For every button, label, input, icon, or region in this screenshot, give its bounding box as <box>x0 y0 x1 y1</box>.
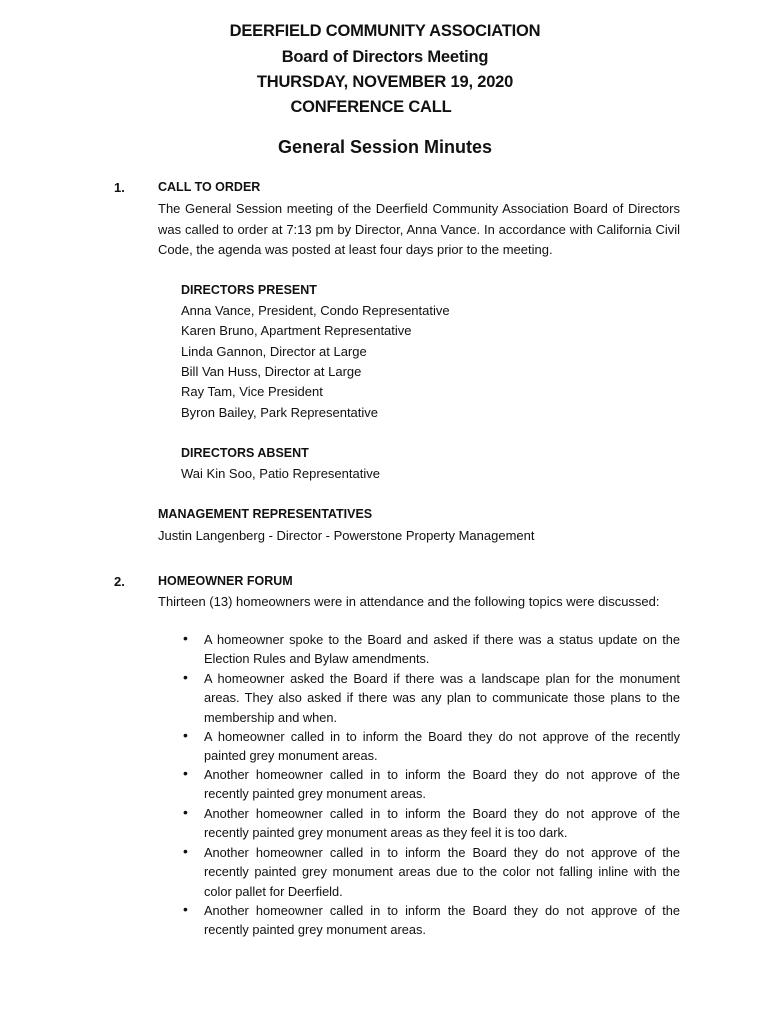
section-heading-homeowner-forum: HOMEOWNER FORUM <box>158 574 293 588</box>
management-heading: MANAGEMENT REPRESENTATIVES <box>158 507 373 521</box>
call-to-order-text: The General Session meeting of the Deerfield Community Association Board of Directors was called to order at 7:13 pm by Director, Anna Vance. In accordance with California Civil Code, the agenda was posted at least four days prior to the meeting. <box>158 201 680 257</box>
forum-item: Another homeowner called in to inform the Board they do not approve of the recently painted grey monument areas. <box>204 767 680 802</box>
document-subtitle: General Session Minutes <box>277 137 493 157</box>
section-number: 1. <box>114 180 125 195</box>
director-name: Karen Bruno, Apartment Representative <box>181 323 412 338</box>
director-name: Anna Vance, President, Condo Representative <box>181 303 450 318</box>
management-name: Justin Langenberg - Director - Powerstone Property Management <box>158 528 535 543</box>
forum-item: A homeowner called in to inform the Board they do not approve of the recently painted grey monument areas. <box>204 729 680 764</box>
bullet-icon: • <box>183 765 188 781</box>
bullet-icon: • <box>183 727 188 743</box>
bullet-icon: • <box>183 630 188 646</box>
directors-absent-heading: DIRECTORS ABSENT <box>181 446 309 460</box>
homeowner-forum-intro: Thirteen (13) homeowners were in attendance and the following topics were discussed: <box>158 594 660 609</box>
forum-item: Another homeowner called in to inform the Board they do not approve of the recently painted grey monument areas due to the color not falling inline with the color pallet for Deerfield. <box>204 845 680 899</box>
forum-item: A homeowner asked the Board if there was a landscape plan for the monument areas. They also asked if there was any plan to communicate those plans to the membership and when. <box>204 671 680 725</box>
meeting-format: CONFERENCE CALL <box>290 98 452 116</box>
org-title: DEERFIELD COMMUNITY ASSOCIATION <box>229 22 541 40</box>
director-name: Ray Tam, Vice President <box>181 384 323 399</box>
meeting-date: THURSDAY, NOVEMBER 19, 2020 <box>256 73 514 91</box>
bullet-icon: • <box>183 804 188 820</box>
forum-item: Another homeowner called in to inform the Board they do not approve of the recently painted grey monument areas. <box>204 903 680 938</box>
directors-present-heading: DIRECTORS PRESENT <box>181 283 317 297</box>
director-name: Bill Van Huss, Director at Large <box>181 364 362 379</box>
bullet-icon: • <box>183 843 188 859</box>
director-name: Byron Bailey, Park Representative <box>181 405 379 420</box>
director-name: Linda Gannon, Director at Large <box>181 344 367 359</box>
forum-item: Another homeowner called in to inform the Board they do not approve of the recently painted grey monument areas as they feel it is too dark. <box>204 806 680 841</box>
section-heading-call-to-order: CALL TO ORDER <box>158 180 261 194</box>
meeting-title: Board of Directors Meeting <box>281 48 489 66</box>
bullet-icon: • <box>183 669 188 685</box>
forum-item: A homeowner spoke to the Board and asked if there was a status update on the Election Rules and Bylaw amendments. <box>204 632 680 667</box>
absent-director-name: Wai Kin Soo, Patio Representative <box>181 466 380 481</box>
section-number: 2. <box>114 574 125 589</box>
bullet-icon: • <box>183 901 188 917</box>
